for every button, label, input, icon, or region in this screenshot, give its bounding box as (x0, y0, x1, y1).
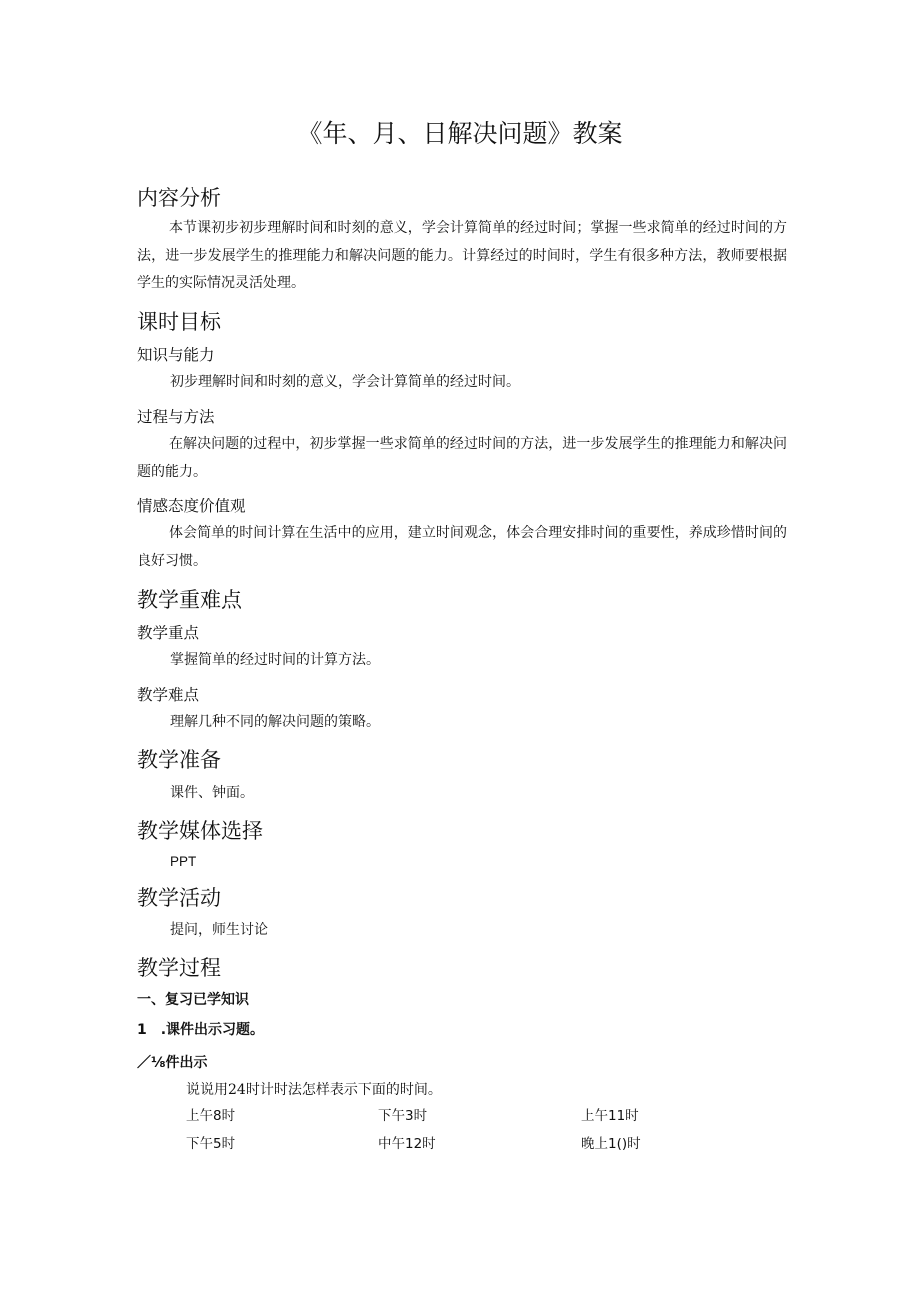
heading-content-analysis: 内容分析 (137, 186, 221, 210)
time-row (186, 1105, 706, 1133)
key-text: 掌握简单的经过时间的计算方法。 (170, 652, 380, 668)
difficult-text: 理解几种不同的解决问题的策略。 (170, 714, 380, 730)
time-grid (186, 1105, 706, 1161)
time-cell: 上午11时 (581, 1108, 639, 1124)
document-title: 《年、月、日解决问题》教案 (297, 119, 623, 148)
time-cell: 下午3时 (378, 1108, 428, 1124)
time-cell: 晚上1()时 (581, 1136, 641, 1152)
heading-knowledge: 知识与能力 (137, 346, 215, 364)
heading-process: 教学过程 (137, 956, 221, 980)
activity-text: 提问，师生讨论 (170, 922, 268, 938)
heading-key-points: 教学重难点 (137, 588, 242, 612)
heading-preparation: 教学准备 (137, 748, 221, 772)
step-review: 一、复习已学知识 (137, 992, 249, 1008)
time-row (186, 1133, 706, 1161)
heading-objectives: 课时目标 (137, 310, 221, 334)
heading-key: 教学重点 (137, 624, 200, 642)
preparation-text: 课件、钟面。 (170, 785, 254, 801)
heading-media: 教学媒体选择 (137, 819, 263, 843)
step-courseware-exercise: 1 .课件出示习题。 (137, 1022, 265, 1038)
heading-activity: 教学活动 (137, 886, 221, 910)
heading-difficult: 教学难点 (137, 686, 200, 704)
time-cell: 中午12时 (378, 1136, 436, 1152)
heading-emotion: 情感态度价值观 (137, 497, 246, 515)
exercise-prompt: 说说用24时计时法怎样表示下面的时间。 (186, 1082, 442, 1098)
time-cell: 上午8时 (186, 1108, 236, 1124)
heading-process-method: 过程与方法 (137, 408, 215, 426)
courseware-show: ／⅛件出示 (137, 1055, 208, 1071)
knowledge-text: 初步理解时间和时刻的意义，学会计算简单的经过时间。 (170, 374, 520, 390)
time-cell: 下午5时 (186, 1136, 236, 1152)
process-method-text: 在解决问题的过程中，初步掌握一些求简单的经过时间的方法，进一步发展学生的推理能力和解决问题的能力。 (137, 436, 787, 480)
emotion-text: 体会简单的时间计算在生活中的应用，建立时间观念，体会合理安排时间的重要性，养成珍惜时间的良好习惯。 (137, 525, 787, 569)
media-text: PPT (170, 854, 197, 869)
content-analysis-text: 本节课初步初步理解时间和时刻的意义，学会计算简单的经过时间；掌握一些求简单的经过时间的方法，进一步发展学生的推理能力和解决问题的能力。计算经过的时间时，学生有很多种方法，教师要根据学生的实际情况灵活处理。 (137, 220, 787, 291)
